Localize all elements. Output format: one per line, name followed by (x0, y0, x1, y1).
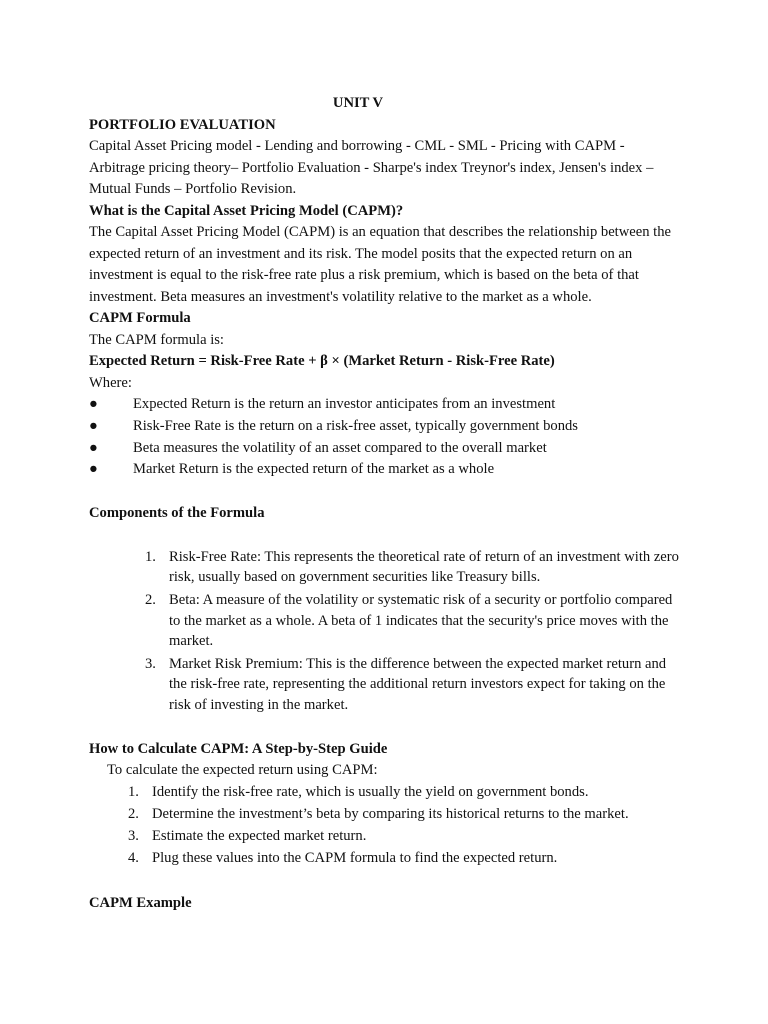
components-heading: Components of the Formula (89, 505, 265, 522)
document-page (89, 93, 679, 914)
list-item: 1. Identify the risk-free rate, which is usually the yield on government bonds. (89, 782, 679, 804)
list-number: 3. (128, 828, 139, 845)
list-item: 1. Risk-Free Rate: This represents the theoretical rate of return of an investment with zero risk, usually based on government securities like Treasury bills. (145, 548, 679, 586)
list-item: ● Market Return is the expected return of the market as a whole (89, 459, 679, 481)
list-item: 2. Determine the investment’s beta by comparing its historical returns to the market. (89, 804, 679, 826)
formula-heading: CAPM Formula (89, 310, 191, 326)
example-heading: CAPM Example (89, 894, 192, 911)
bullet-icon: ● (89, 396, 98, 412)
bullet-icon: ● (89, 461, 98, 478)
list-item: 3. Estimate the expected market return. (89, 826, 679, 848)
capm-question-heading: What is the Capital Asset Pricing Model (CAPM)? (89, 202, 404, 219)
list-number: 1. (128, 783, 139, 800)
section-title: PORTFOLIO EVALUATION (89, 116, 276, 133)
howto-heading: How to Calculate CAPM: A Step-by-Step Guide (89, 740, 388, 757)
bullet-icon: ● (89, 417, 98, 434)
list-number: 2. (145, 591, 156, 608)
capm-formula: Expected Return = Risk-Free Rate + β × (Market Return - Risk-Free Rate) (89, 353, 555, 369)
where-label: Where: (89, 374, 132, 391)
syllabus-text: Capital Asset Pricing model - Lending and borrowing - CML - SML - Pricing with CAPM - Arbitrage pricing theory– Portfolio Evaluation - Sharpe's index Treynor's index, Jensen's index – Mutual Funds – Portfolio Revision. (89, 138, 654, 197)
list-number: 2. (128, 805, 139, 822)
list-number: 4. (128, 850, 139, 867)
list-number: 1. (145, 548, 156, 565)
unit-title: UNIT V (332, 95, 384, 111)
list-number: 3. (145, 655, 156, 672)
list-item: ● Risk-Free Rate is the return on a risk-free asset, typically government bonds (89, 416, 679, 438)
bullet-icon: ● (89, 439, 98, 456)
capm-definition-paragraph: The Capital Asset Pricing Model (CAPM) is an equation that describes the relationship between the expected return of an investment and its risk. The model posits that the expected return on an investment is equal to the risk-free rate plus a risk premium, which is based on the beta of that investment. Beta measures an investment's volatility relative to the market as a whole. (89, 224, 672, 305)
formula-intro: The CAPM formula is: (89, 331, 224, 348)
list-item: 3. Market Risk Premium: This is the difference between the expected market return and the risk-free rate, representing the additional return investors expect for taking on the risk of investing in the market. (145, 655, 667, 714)
list-item: ● Expected Return is the return an investor anticipates from an investment (89, 394, 679, 416)
list-item: 2. Beta: A measure of the volatility or systematic risk of a security or portfolio compared to the market as a whole. A beta of 1 indicates that the security's price moves with the market. (145, 591, 673, 650)
howto-intro: To calculate the expected return using CAPM: (107, 762, 378, 779)
steps-list (89, 782, 679, 870)
list-item: ● Beta measures the volatility of an asset compared to the overall market (89, 438, 679, 460)
components-list (89, 547, 679, 716)
where-list (89, 394, 679, 481)
list-item: 4. Plug these values into the CAPM formula to find the expected return. (89, 848, 679, 870)
